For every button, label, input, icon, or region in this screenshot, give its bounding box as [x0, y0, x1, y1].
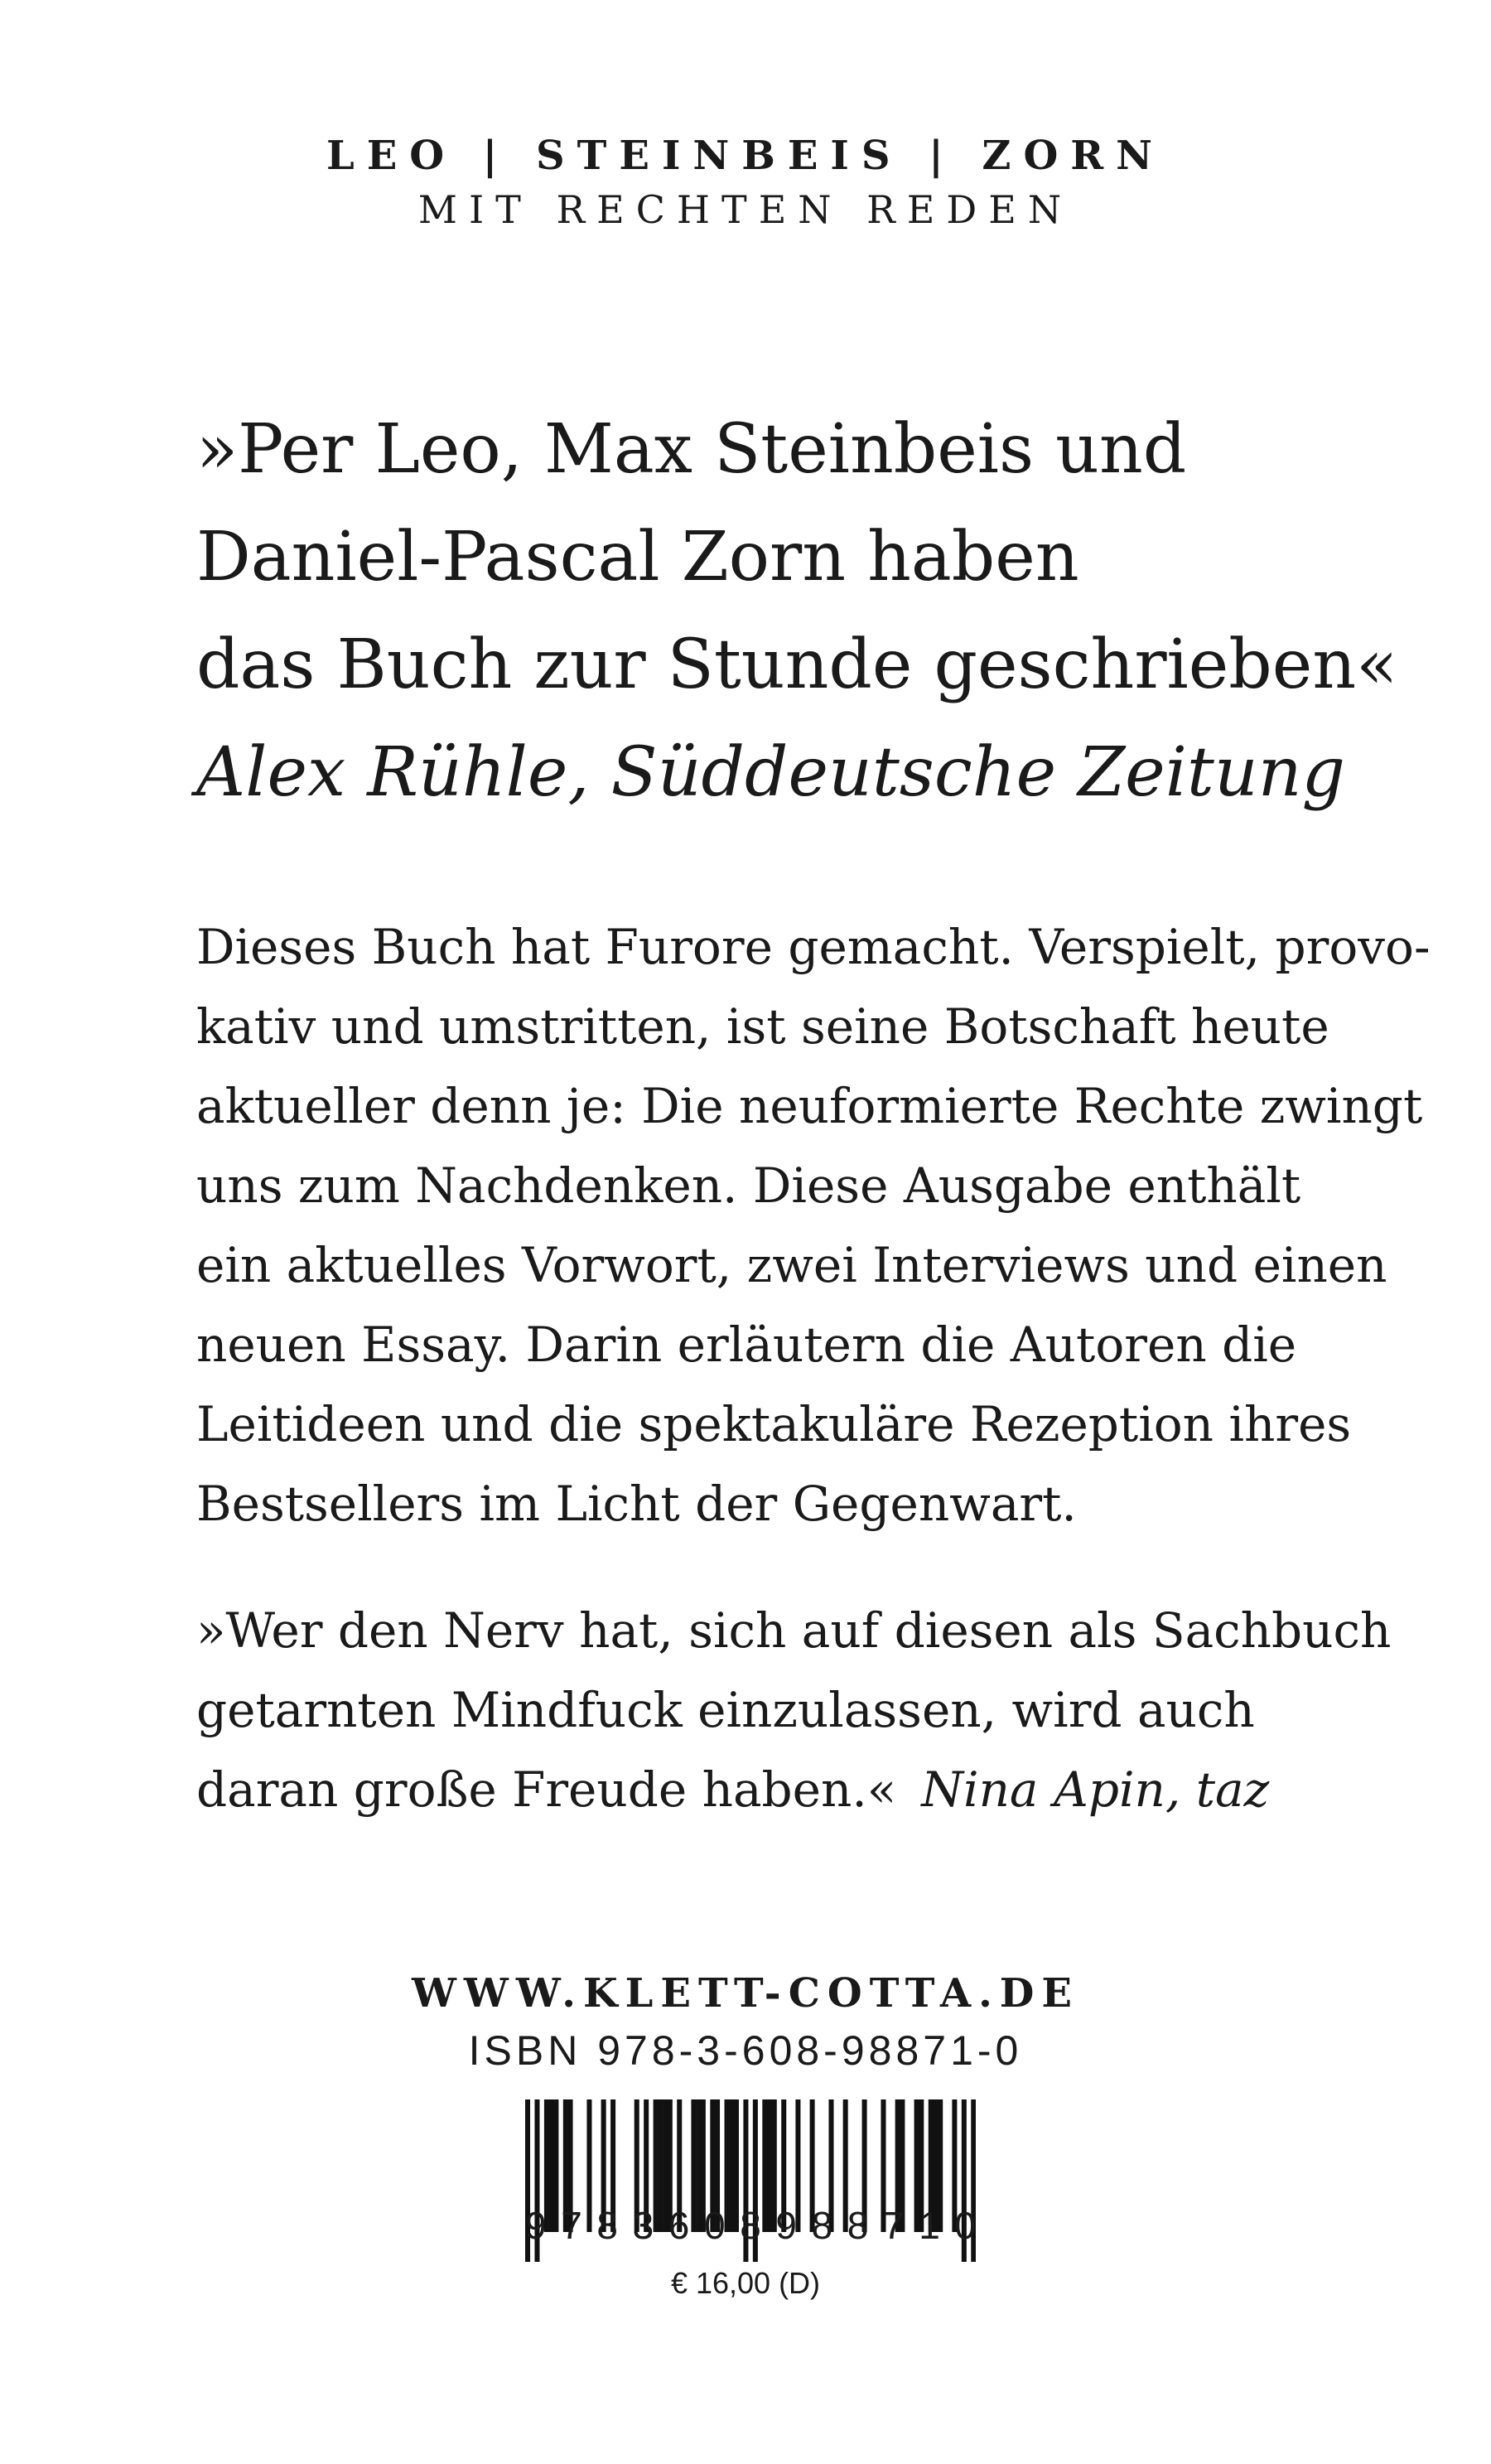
description-line: aktueller denn je: Die neuformierte Rechte zwingt — [196, 1078, 1423, 1134]
description-line: neuen Essay. Darin erläutern die Autoren die — [196, 1317, 1297, 1373]
quote-line: getarnten Mindfuck einzulassen, wird auch — [196, 1682, 1255, 1738]
author-names: LEO | STEINBEIS | ZORN — [326, 133, 1165, 179]
barcode-digits-graphic — [525, 2196, 976, 2254]
description-line: Dieses Buch hat Furore gemacht. Verspielt, provo- — [196, 919, 1431, 975]
description-text — [196, 907, 1431, 1544]
quote-text: daran große Freude haben.« — [196, 1761, 897, 1818]
press-quote-2 — [196, 1591, 1422, 1829]
book-title: MIT RECHTEN REDEN — [417, 187, 1074, 232]
description-line: kativ und umstritten, ist seine Botschaft heute — [196, 998, 1329, 1055]
price-label: € 16,00 (D) — [670, 2266, 821, 2300]
description-line: Bestsellers im Licht der Gegenwart. — [196, 1476, 1077, 1532]
description-line: uns zum Nachdenken. Diese Ausgabe enthält — [196, 1157, 1301, 1214]
quote-line-last — [196, 1750, 1422, 1829]
quote-source: Nina Apin, taz — [921, 1761, 1270, 1818]
quote-source: Alex Rühle, Süddeutsche Zeitung — [196, 733, 1345, 812]
description-line: Leitideen und die spektakuläre Rezeption ihres — [196, 1396, 1352, 1452]
description-line: ein aktuelles Vorwort, zwei Interviews und einen — [196, 1237, 1387, 1293]
isbn-number: ISBN 978-3-608-98871-0 — [468, 2027, 1023, 2074]
press-quote-1 — [196, 396, 1422, 827]
barcode-digits-text: 9783608988710 — [525, 2204, 976, 2247]
quote-line: das Buch zur Stunde geschrieben« — [196, 626, 1398, 704]
quote-line: »Wer den Nerv hat, sich auf diesen als Sachbuch — [196, 1602, 1392, 1659]
quote-line: Daniel-Pascal Zorn haben — [196, 518, 1079, 597]
barcode-number — [525, 2196, 976, 2254]
publisher-website: WWW.KLETT-COTTA.DE — [412, 1970, 1079, 2017]
quote-line: »Per Leo, Max Steinbeis und — [196, 410, 1187, 489]
